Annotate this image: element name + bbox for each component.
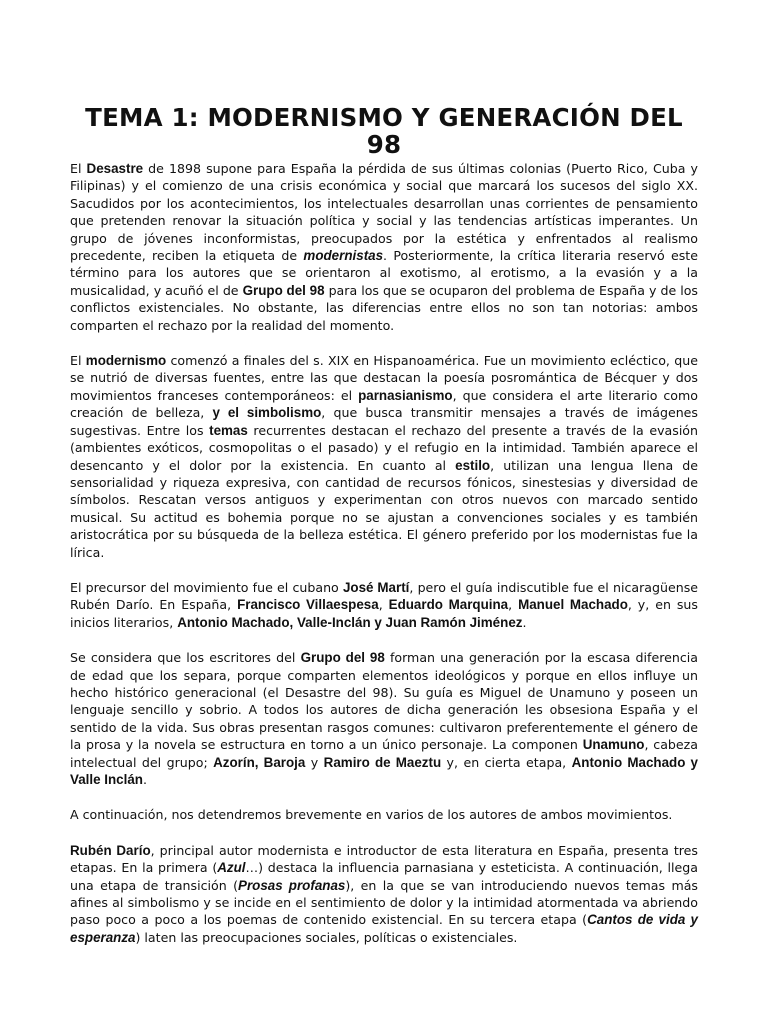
emphasis-bold: Grupo del 98 [300,650,385,666]
text-run: , utilizan una lengua llena de sensorialidad y riqueza expresiva, con cantidad de recursos fónicos, sinestesias y diversidad de símbolos. Rescatan versos antiguos y experimentan con otros nuevos con marcado sentido musical. Su actitud es bohemia porque no se ajustan a convenciones sociales y es también aristocrática por su búsqueda de la belleza estética. El género preferido por los modernistas fue la lírica. [70,457,698,560]
emphasis-bold: José Martí [342,579,410,595]
text-run: , principal autor modernista e introductor de esta literatura en España, presenta tres etapas. En la primera ( [70,842,698,876]
text-run: . Posteriormente, la crítica literaria reservó este término para los autores que se orientaron al exotismo, al erotismo, a la evasión y a la musicalidad, y acuñó el de [70,248,698,298]
text-run: , pero el guía indiscutible fue el nicaragüense Rubén Darío. En España, [70,579,699,613]
text-run: …) destaca la influencia parnasiana y esteticista. A continuación, llega una etapa de transición ( [70,860,699,893]
text-run: y, en cierta etapa, [441,754,572,770]
emphasis-bold: Rubén Darío [70,842,151,858]
emphasis-bold: Unamuno [582,737,645,753]
text-run: ), en la que se van introduciendo nuevos temas más afines al simbolismo y se incide en el sentimiento de dolor y la intimidad atormentada va abriendo paso poco a poco a los poemas de contenido existencial. En su tercera etapa ( [70,877,698,928]
emphasis-italic: Prosas profanas [238,877,346,893]
emphasis-bold: temas [209,422,248,438]
emphasis-bold: Ramiro de Maeztu [323,754,442,770]
text-run: Se considera que los escritores del [70,650,301,666]
text-run: . [142,772,147,787]
emphasis-bold: Desastre [86,161,144,176]
paragraph-continuacion [70,806,698,823]
emphasis-bold: Antonio Machado y Valle Inclán [70,754,698,787]
emphasis-bold: Francisco Villaespesa [237,597,379,613]
text-run: El [70,353,86,369]
text-run: , [508,597,519,613]
text-run: , cabeza intelectual del grupo; [70,737,698,770]
emphasis-bold: parnasianismo [358,387,453,403]
text-run: recurrentes destacan el rechazo del presente a través de la evasión (ambientes exóticos, cosmopolitas o el pasado) y el refugio en la intimidad. También aparece el desencanto y el dolor por la existencia. En cuanto al [70,422,698,473]
text-run: forman una generación por la escasa diferencia de edad que los separa, porque comparten elementos ideológicos y porque en ellos influye un hecho histórico generacional (el Desastre del 98). Su guía es Miguel de Unamuno y poseen un lenguaje sencillo y sobrio. A todos los autores de dicha generación les obsesiona España y el sentido de la vida. Sus obras presentan rasgos comunes: cultivaron preferentemente el género de la prosa y la novela se estructura en torno a un único personaje. La componen [70,650,698,753]
text-run: El [70,161,87,176]
emphasis-bold: Azorín, Baroja [213,754,306,770]
text-run: , que considera el arte literario como creación de belleza, [70,387,698,421]
text-run: de 1898 supone para España la pérdida de sus últimas colonias (Puerto Rico, Cuba y Filipinas) y el comienzo de una crisis económica y social que marcará los sucesos del siglo XX. Sacudidos por los acontecimientos, los intelectuales desarrollan unas corrientes de pensamiento que pretenden renovar la situación política y social y las tendencias artísticas imperantes. Un grupo de jóvenes inconformistas, preocupados por la estética y enfrentados al realismo precedente, reciben la etiqueta de [70,161,699,264]
text-run: comenzó a finales del s. XIX en Hispanoamérica. Fue un movimiento ecléctico, que se nutrió de diversas fuentes, entre las que destacan la poesía posromántica de Bécquer y dos movimientos franceses contemporáneos: el [70,353,698,403]
emphasis-bold: Grupo del 98 [242,282,325,298]
emphasis-italic: Cantos de vida y esperanza [70,912,699,945]
paragraph-desastre [70,160,698,334]
text-run: ) laten las preocupaciones sociales, políticas o existenciales. [135,929,518,945]
text-run: para los que se ocuparon del problema de España y de los conflictos existenciales. No obstante, las diferencias entre ellos no son tan notorias: ambos comparten el rechazo por la realidad del momento. [70,282,698,333]
emphasis-bold: estilo [455,457,491,473]
text-run: y [305,754,324,770]
document-title: TEMA 1: MODERNISMO Y GENERACIÓN DEL 98 [85,103,683,159]
paragraph-precursor [70,579,698,631]
document-body [70,160,698,946]
emphasis-italic: Azul [217,860,246,876]
emphasis-bold: Manuel Machado [518,597,628,613]
text-run: El precursor del movimiento fue el cubano [70,579,343,595]
paragraph-ruben-dario [70,842,698,946]
text-run: , que busca transmitir mensajes a través de imágenes sugestivas. Entre los [70,405,698,438]
emphasis-bold: Eduardo Marquina [388,597,509,613]
emphasis-italic: modernistas [303,248,384,264]
text-run: A continuación, nos detendremos brevemente en varios de los autores de ambos movimientos. [70,807,673,823]
emphasis-bold: Antonio Machado, Valle-Inclán y Juan Ramón Jiménez [177,614,523,630]
text-run: , [378,597,389,613]
paragraph-grupo-98 [70,649,698,788]
emphasis-bold: modernismo [85,353,167,369]
emphasis-bold: y el simbolismo [212,405,322,421]
text-run: . [522,614,527,630]
paragraph-modernismo [70,352,698,561]
text-run: , y, en sus inicios literarios, [70,597,698,630]
